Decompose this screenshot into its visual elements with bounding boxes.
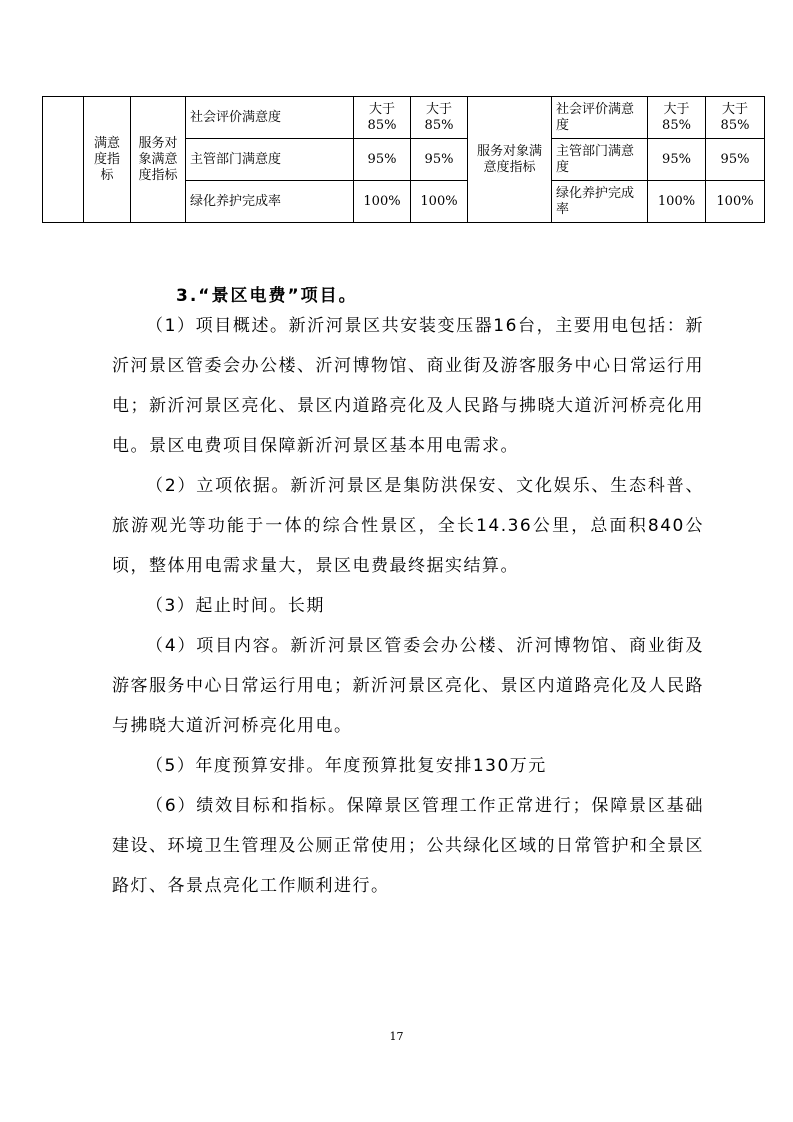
value-cell: 100% [648,181,706,223]
indicator-level1-cell: 满意度指标 [84,97,131,223]
paragraph-targets: （6）绩效目标和指标。保障景区管理工作正常进行；保障景区基础建设、环境卫生管理及公厕正常使用；公共绿化区域的日常管护和全景区路灯、各景点亮化工作顺利进行。 [112,796,704,896]
value-cell: 大于85% [354,97,411,139]
paragraph-basis: （2）立项依据。新沂河景区是集防洪保安、文化娱乐、生态科普、旅游观光等功能于一体的综合性景区，全长14.36公里，总面积840公顷，整体用电需求量大，景区电费最终据实结算。 [112,476,704,576]
paragraph-overview: （1）项目概述。新沂河景区共安装变压器16台，主要用电包括：新沂河景区管委会办公楼、沂河博物馆、商业街及游客服务中心日常运行用电；新沂河景区亮化、景区内道路亮化及人民路与拂晓大道沂河桥亮化用电。景区电费项目保障新沂河景区基本用电需求。 [112,316,704,456]
section-heading: 3.“景区电费”项目。 [176,286,358,306]
value-cell: 95% [411,139,468,181]
value-cell: 95% [354,139,411,181]
indicator-name-right-cell: 绿化养护完成率 [552,181,648,223]
value-cell: 95% [706,139,765,181]
value-cell: 100% [354,181,411,223]
paragraph-period: （3）起止时间。长期 [146,596,325,616]
value-cell: 100% [706,181,765,223]
indicator-level2-cell: 服务对象满意度指标 [131,97,186,223]
blank-cell [43,97,84,223]
paragraph-budget: （5）年度预算安排。年度预算批复安排130万元 [146,756,547,776]
indicator-name-cell: 绿化养护完成率 [186,181,354,223]
value-cell: 大于85% [706,97,765,139]
indicator-name-right-cell: 社会评价满意度 [552,97,648,139]
table-row [43,97,765,139]
value-cell: 大于85% [411,97,468,139]
page-number: 17 [389,1030,404,1043]
indicator-level2-right-cell: 服务对象满意度指标 [468,97,552,223]
value-cell: 100% [411,181,468,223]
value-cell: 大于85% [648,97,706,139]
body-text [112,306,704,906]
performance-indicator-table [42,96,765,223]
indicator-name-right-cell: 主管部门满意度 [552,139,648,181]
value-cell: 95% [648,139,706,181]
paragraph-content: （4）项目内容。新沂河景区管委会办公楼、沂河博物馆、商业街及游客服务中心日常运行用电；新沂河景区亮化、景区内道路亮化及人民路与拂晓大道沂河桥亮化用电。 [112,636,704,736]
indicator-name-cell: 主管部门满意度 [186,139,354,181]
indicator-name-cell: 社会评价满意度 [186,97,354,139]
